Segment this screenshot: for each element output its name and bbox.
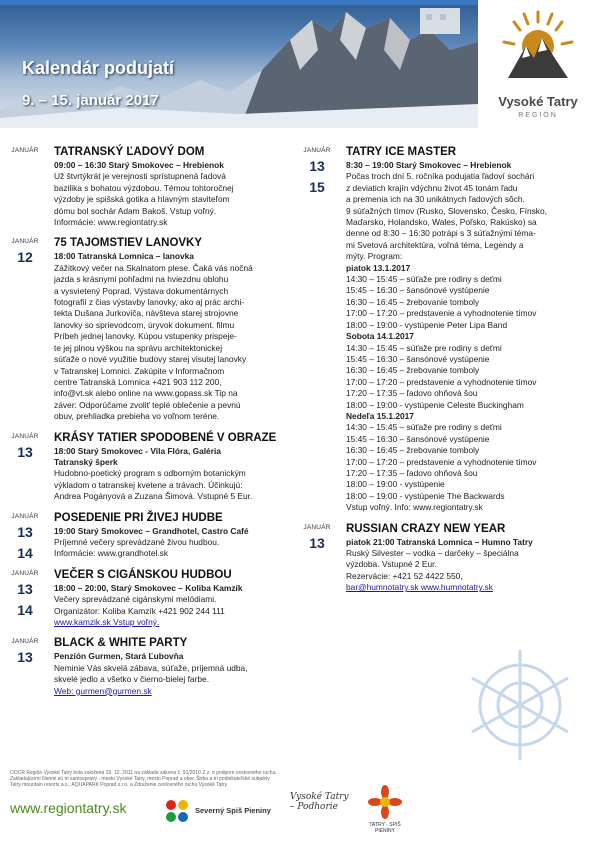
event-line: 15:45 – 16:30 – šansónové vystúpenie — [346, 433, 490, 444]
event-line: te jej plnou výškou na správu architektonickej — [54, 342, 223, 353]
date-range: 9. – 15. január 2017 — [22, 92, 159, 109]
event-line: Informácie: www.regiontatry.sk — [54, 217, 168, 228]
sun-mountain-icon — [500, 8, 576, 88]
event-line: Počas troch dní 5. ročníka podujatia ľadoví sochári — [346, 171, 535, 182]
event-day: 12 — [17, 249, 33, 266]
event-description — [346, 160, 592, 514]
footer-website-link[interactable]: www.regiontatry.sk — [10, 800, 127, 816]
event-item — [4, 145, 286, 228]
logo-name: Vysoké Tatry — [498, 94, 578, 109]
event-line: mýty. Program: — [346, 251, 403, 262]
event-line: Neminie Vás skvelá zábava, súťaže, príjemná udba, — [54, 662, 248, 673]
event-line: Ruský Silvester – vodka – darčeky – špeciálna — [346, 548, 519, 558]
footer-legal — [10, 770, 310, 788]
event-month: JANUÁR — [11, 569, 39, 577]
event-line: fotografií z čias výstavby lanovky, ako aj prác archi- — [54, 297, 245, 308]
footer-legal-line: Zakladajúcimi členmi sú tri samosprávy - mesto Vysoké Tatry, mesto Poprad a obec Štrba a tri podnikateľské subjekty — [10, 776, 270, 782]
event-line: jazda s krásnymi pohľadmi na hviezdnu oblohu — [54, 274, 229, 285]
event-line: 17:00 – 17:20 – predstavenie a vyhodnotenie tímov — [346, 308, 537, 319]
event-line: 16:30 – 16:45 – žrebovanie tomboly — [346, 365, 480, 376]
mountain-banner — [0, 0, 478, 128]
header — [0, 0, 596, 140]
footer-legal-line: Tatry mountain resorts a.s., AQUAPARK Poprad s.r.o. a Združenie cestovného ruchu Vysoké Tatry. — [10, 782, 228, 788]
event-line: 15:45 – 16:30 – šansónové vystúpenie — [346, 353, 490, 364]
event-line: Informácie: www.grandhotel.sk — [54, 548, 169, 559]
sponsor-name: Severný Spiš Pieniny — [195, 806, 271, 815]
event-date — [4, 570, 46, 621]
event-month: JANUÁR — [303, 523, 331, 531]
event-line: výzdoba. Vstupné 2 Eur. — [346, 559, 437, 570]
event-title: TATRANSKÝ ĽADOVÝ DOM — [54, 146, 205, 158]
event-line: dómu bol sochár Adam Bakoš. Vstup voľný. — [54, 205, 217, 216]
event-line: Sobota 14.1.2017 — [346, 331, 414, 342]
event-title: TATRY ICE MASTER — [346, 146, 457, 158]
event-day: 13 — [17, 649, 33, 666]
event-description — [54, 160, 286, 228]
snowflake-decoration-icon — [420, 640, 596, 770]
event-day: 14 — [17, 601, 33, 618]
event-line: Večery sprevádzané cigánskymi melódiami. — [54, 594, 217, 605]
event-line: centre Tatranská Lomnica +421 903 112 200, — [54, 376, 222, 387]
event-line: Príjemné večery sprevádzané živou hudbou. — [54, 536, 220, 547]
event-date — [296, 524, 338, 554]
event-date — [4, 433, 46, 463]
event-link[interactable]: Web: gurmen@gurmen.sk — [54, 685, 152, 696]
event-description — [54, 583, 286, 629]
event-day: 14 — [17, 544, 33, 561]
event-line: 18:00 – 19:00 - vystúpenie The Backwards — [346, 490, 505, 501]
sponsor-line: – Podhorie — [290, 802, 338, 812]
event-line: piatok 13.1.2017 — [346, 262, 411, 273]
event-month: JANUÁR — [11, 147, 39, 154]
event-line: Maďarsko, Holandsko, Wales, Poľsko, Rakúsko) sa — [346, 217, 537, 228]
event-line: Organizátor: Koliba Kamzík +421 902 244 111 — [54, 605, 225, 616]
vysoke-tatry-logo — [486, 8, 590, 128]
sponsor3-text — [360, 822, 410, 834]
event-line: 18:00 – 20:00, Starý Smokovec – Koliba Kamzík — [54, 582, 243, 593]
event-link[interactable]: www.kamzik.sk Vstup voľný. — [54, 617, 160, 627]
event-item — [4, 511, 286, 560]
event-line: 19:00 Starý Smokovec – Grandhotel, Castro Café — [54, 525, 249, 536]
right-column — [296, 145, 592, 602]
event-line: Vstup voľný. Info: www.regiontatry.sk — [346, 502, 483, 513]
event-item — [296, 145, 592, 514]
page-title: Kalendár podujatí — [22, 58, 175, 78]
event-item — [4, 431, 286, 503]
event-line: 14:30 – 15:45 – súťaže pre rodiny s deťmi — [346, 422, 502, 433]
event-day: 15 — [309, 179, 325, 195]
event-description — [54, 526, 286, 560]
vysoke-tatry-podhorie-logo — [290, 792, 350, 832]
sponsor-line: PIENINY — [374, 828, 395, 834]
event-line: Zážitkový večer na Skalnatom plese. Čaká vás nočná — [54, 262, 253, 273]
event-line: 18:00 – 19:00 - vystúpenie — [346, 479, 445, 490]
event-line: 9 súťažných tímov (Rusko, Slovensko, Česko, Fínsko, — [346, 205, 547, 216]
event-day: 13 — [17, 580, 33, 597]
event-line: 14:30 – 15:45 – súťaže pre rodiny s deťmi — [346, 274, 502, 285]
event-date — [4, 638, 46, 668]
event-line: Príbeh jednej lanovky. Kúpou vstupenky prispeje- — [54, 331, 237, 342]
event-line: 18:00 – 19:00 - vystúpenie Celeste Buckingham — [346, 399, 524, 410]
event-line: mi Svetová architektúra, voľná téma, Legendy a — [346, 239, 524, 250]
event-line: Tatranský šperk — [54, 456, 118, 467]
event-day: 13 — [17, 523, 33, 540]
event-line: obuv, prehliadka prebieha vo voľnom teréne. — [54, 411, 220, 422]
severny-spis-logo — [163, 798, 283, 824]
event-line: Penzión Gurmen, Stará Ľubovňa — [54, 651, 184, 662]
event-item — [4, 568, 286, 629]
event-month: JANUÁR — [11, 432, 39, 440]
colored-dots-icon — [163, 798, 191, 824]
event-line: 17:00 – 17:20 – predstavenie a vyhodnotenie tímov — [346, 456, 537, 467]
event-description — [346, 537, 592, 594]
event-line: Už štvrtýkrát je verejnosti sprístupnená ľadová — [54, 171, 226, 182]
event-line: 17:00 – 17:20 – predstavenie a vyhodnotenie tímov — [346, 376, 537, 387]
event-line: Andrea Pogányová a Zuzana Šimová. Vstupné 5 Eur. — [54, 491, 253, 502]
event-line: záver: Odporúčame zvoliť teplé oblečenie a pevnú — [54, 399, 241, 410]
event-line: tekta Dušana Jurkoviča, návšteva starej strojovne — [54, 308, 239, 319]
event-description — [54, 251, 286, 422]
event-date — [4, 238, 46, 268]
event-line: Nedeľa 15.1.2017 — [346, 410, 414, 421]
event-line: 18:00 – 19:00 - vystúpenie Peter Lipa Band — [346, 319, 508, 330]
event-title: POSEDENIE PRI ŽIVEJ HUDBE — [54, 511, 223, 524]
event-line: 09:00 – 16:30 Starý Smokovec – Hrebienok — [54, 160, 224, 170]
event-item — [4, 636, 286, 697]
event-line: výkladom o tatranskej kvetene a trávach. Účinkujú: — [54, 479, 243, 490]
event-title: VEČER S CIGÁNSKOU HUDBOU — [54, 568, 232, 581]
event-month: JANUÁR — [303, 147, 331, 154]
event-line: info@vt.sk alebo online na www.gopass.sk Tip na — [54, 388, 238, 399]
event-line: lanovky so sprievodcom, úryvok dokument. filmu — [54, 319, 235, 330]
flower-emblem-icon — [367, 784, 403, 820]
event-day: 13 — [309, 158, 325, 174]
event-line: 8:30 – 19:00 Starý Smokovec – Hrebienok — [346, 160, 512, 170]
event-line: 16:30 – 16:45 – žrebovanie tomboly — [346, 296, 480, 307]
event-line: a premenia ich na 30 unikátnych ľadových sôch. — [346, 194, 525, 205]
event-day: 13 — [17, 443, 33, 460]
event-date — [296, 147, 338, 198]
event-date — [4, 513, 46, 564]
event-line: denne od 8:30 – 16:30 potrápi s 3 súťažnými téma- — [346, 228, 536, 239]
event-line: 16:30 – 16:45 – žrebovanie tomboly — [346, 445, 480, 456]
banner-top-strip — [0, 0, 478, 5]
tatry-spis-pieniny-logo — [360, 784, 410, 836]
event-link[interactable]: bar@humnotatry.sk www.humnotatry.sk — [346, 582, 493, 593]
event-line: 14:30 – 15:45 – súťaže pre rodiny s deťmi — [346, 342, 502, 353]
logo-subtitle: REGIÓN — [518, 112, 558, 119]
event-date — [4, 147, 46, 156]
event-day: 13 — [309, 534, 325, 551]
event-description — [54, 651, 286, 697]
event-month: JANUÁR — [11, 238, 39, 246]
footer-legal-line: OOCR Región Vysoké Tatry bola založená 19. 12. 2011 na základe zákona č. 91/2010 Z.z. o podpore cestovného ruchu. — [10, 770, 277, 776]
event-line: Hudobno-poetický program s odborným botanickým — [54, 468, 246, 479]
event-line: piatok 21:00 Tatranská Lomnica – Humno Tatry — [346, 536, 533, 547]
left-column — [4, 145, 286, 705]
event-line: v Tatranskej Lomnici. Zakúpite v Informačnom — [54, 365, 225, 376]
event-line: skvelé jedlo a všetko v čierno-bielej farbe. — [54, 674, 210, 685]
event-line: 18:00 Starý Smokovec - Vila Flóra, Galéria — [54, 445, 221, 456]
event-month: JANUÁR — [11, 638, 39, 646]
event-line: súťaže o nové využitie budovy starej visutej lanovky — [54, 354, 247, 365]
event-line: výzdoby je spišská gotika a hlavným staviteľom — [54, 194, 230, 205]
event-line: a vysvietený Poprad. Výstava dokumentárnych — [54, 285, 229, 296]
event-description — [54, 446, 286, 503]
event-item — [296, 522, 592, 594]
event-line: 17:20 – 17:35 – ľadovo ohňová šou — [346, 388, 478, 399]
sponsor-line: TATRY · SPIŠ — [369, 822, 401, 828]
event-title: RUSSIAN CRAZY NEW YEAR — [346, 522, 506, 535]
event-line: bazilika s bohatou výzdobou. Témou tohtoročnej — [54, 182, 234, 193]
sponsor-line: Vysoké Tatry — [290, 792, 349, 802]
event-title: BLACK & WHITE PARTY — [54, 637, 188, 650]
event-line: 18:00 Tatranská Lomnica – lanovka — [54, 251, 194, 262]
event-title: KRÁSY TATIER SPODOBENÉ V OBRAZE — [54, 431, 277, 444]
event-line: z deviatich krajín vdýchnu život 45 tonám ľadu — [346, 182, 518, 193]
event-month: JANUÁR — [11, 512, 39, 520]
event-line: Rezervácie: +421 52 4422 550, — [346, 570, 463, 581]
event-title: 75 TAJOMSTIEV LANOVKY — [54, 237, 203, 250]
event-line: 17:20 – 17:35 – ľadovo ohňová šou — [346, 467, 478, 478]
event-item — [4, 236, 286, 422]
event-line: 15:45 – 16:30 – šansónové vystúpenie — [346, 285, 490, 296]
